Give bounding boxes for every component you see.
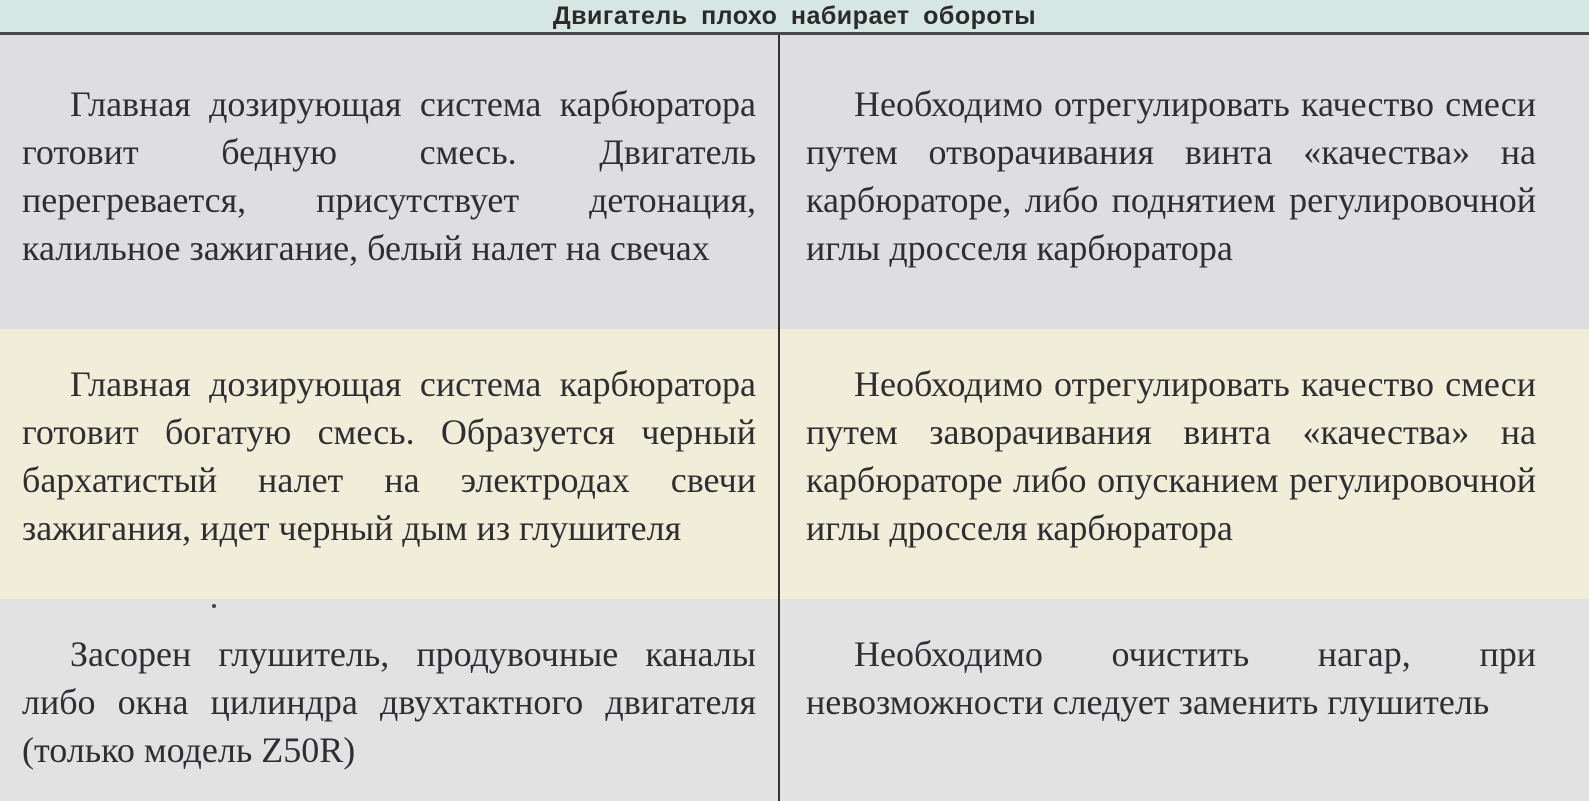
remedy-cell: Необходимо отрегулировать качество смеси путем отворачивания винта «качества» на карбюраторе, либо поднятием регулировочной иглы дросселя карбюратора	[806, 84, 1536, 268]
table-title: Двигатель плохо набирает обороты	[552, 2, 1037, 30]
table-header	[0, 0, 1589, 35]
column-divider	[778, 35, 780, 801]
print-speck	[212, 604, 216, 608]
cause-cell: Главная дозирующая система карбюратора готовит богатую смесь. Образуется черный бархатистый налет на электродах свечи зажигания, идет черный дым из глушителя	[22, 364, 756, 548]
cause-cell: Засорен глушитель, продувочные каналы либо окна цилиндра двухтактного двигателя (только модель Z50R)	[22, 634, 756, 770]
remedy-cell: Необходимо очистить нагар, при невозможности следует заменить глушитель	[806, 634, 1536, 722]
cause-cell: Главная дозирующая система карбюратора готовит бедную смесь. Двигатель перегревается, присутствует детонация, калильное зажигание, белый налет на свечах	[22, 84, 756, 268]
remedy-cell: Необходимо отрегулировать качество смеси путем заворачивания винта «качества» на карбюраторе либо опусканием регулировочной иглы дросселя карбюратора	[806, 364, 1536, 548]
